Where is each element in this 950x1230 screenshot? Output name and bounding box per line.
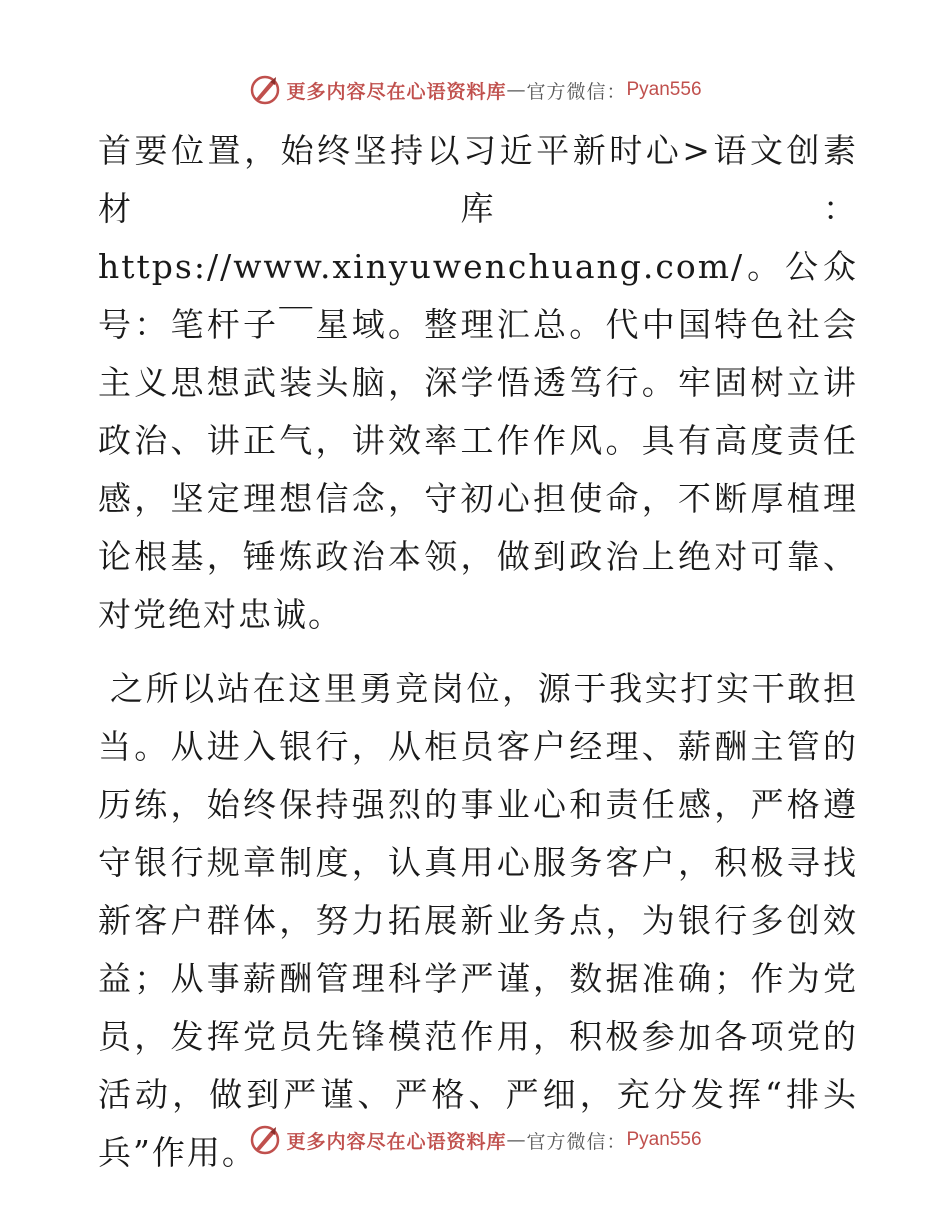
banner-handle: Pyan556 (626, 1129, 702, 1150)
banner-main-text: 更多内容尽在心语资料库 (286, 80, 507, 103)
quill-logo-icon (248, 73, 282, 107)
paragraph-2: 之所以站在这里勇竞岗位，源于我实打实干敢担当。从进入银行，从柜员客户经理、薪酬主管的历练，始终保持强烈的事业心和责任感，严格遵守银行规章制度，认真用心服务客户，积极寻找新客户群体，努力拓展新业务点，为银行多创效益；从事薪酬管理科学严谨，数据准确；作为党员，发挥党员先锋模范作用，积极参加各项党的活动，做到严谨、严格、严细，充分发挥“排头兵”作用。 (98, 669, 858, 1172)
paragraph-1: 首要位置，始终坚持以习近平新时心>语文创素材库：https://www.xinyuwenchuang.com/。公众号：笔杆子￣星域。整理汇总。代中国特色社会主义思想武装头脑，深学悟透笃行。牢固树立讲政治、讲正气，讲效率工作作风。具有高度责任感，坚定理想信念，守初心担使命，不断厚植理论根基，锤炼政治本领，做到政治上绝对可靠、对党绝对忠诚。 (98, 131, 858, 634)
banner-official-label: 官方微信： (526, 1130, 627, 1153)
banner-official-label: 官方微信： (526, 80, 627, 103)
banner-dash: — (506, 79, 527, 101)
banner-handle: Pyan556 (626, 79, 702, 100)
banner-main-text: 更多内容尽在心语资料库 (286, 1130, 507, 1153)
footer-banner (0, 1120, 950, 1160)
quill-logo-icon (248, 1123, 282, 1157)
banner-dash: — (506, 1129, 527, 1151)
document-body (98, 122, 858, 1182)
header-banner (0, 70, 950, 110)
